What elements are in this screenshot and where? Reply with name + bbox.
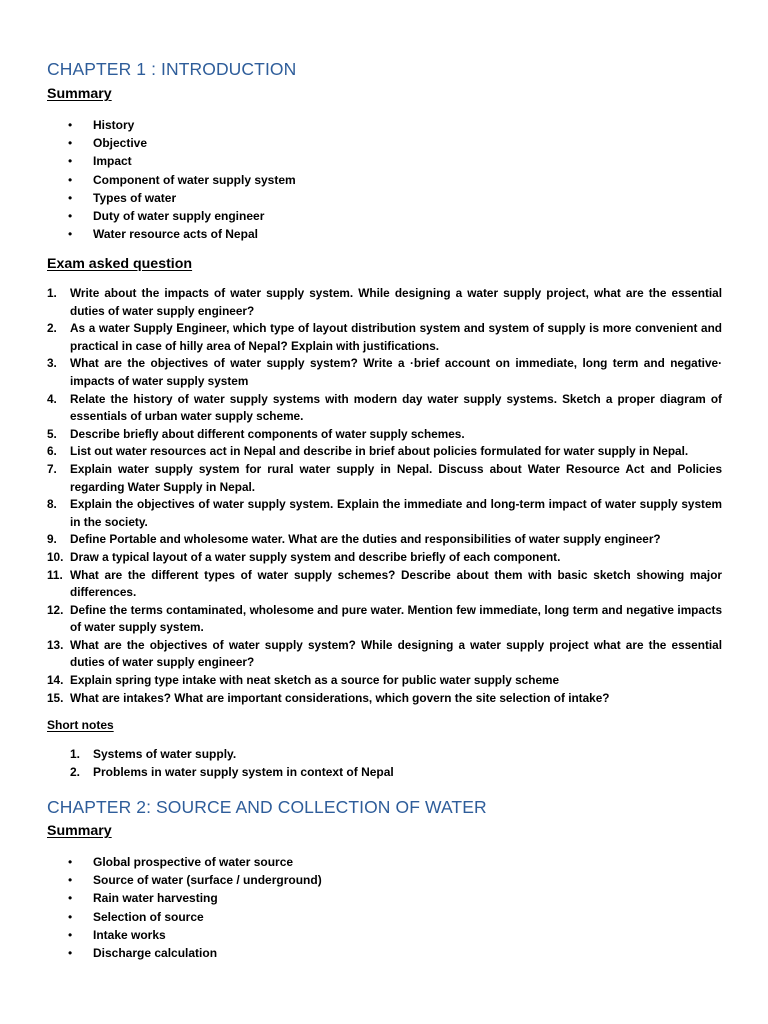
item-number: 13. bbox=[47, 637, 64, 652]
item-text: What are the objectives of water supply system? Write a ·brief account on immediate, long term and negative· impacts of water supply system bbox=[70, 356, 722, 388]
item-text: What are the different types of water supply schemes? Describe about them with basic sketch showing major differences. bbox=[70, 567, 722, 600]
short-notes-heading: Short notes bbox=[47, 718, 114, 732]
list-item bbox=[47, 908, 722, 926]
item-number: 1. bbox=[70, 747, 81, 761]
question-item bbox=[47, 672, 722, 690]
bullet-icon: • bbox=[68, 172, 73, 187]
item-number: 15. bbox=[47, 690, 64, 705]
list-item bbox=[47, 116, 722, 134]
question-item bbox=[47, 391, 722, 426]
list-item-text: Intake works bbox=[93, 927, 166, 942]
bullet-icon: • bbox=[68, 190, 73, 205]
exam-question-list bbox=[47, 285, 722, 707]
list-item-text: Component of water supply system bbox=[93, 172, 296, 187]
item-number: 2. bbox=[70, 765, 81, 779]
bullet-icon: • bbox=[68, 154, 73, 169]
list-item-text: Selection of source bbox=[93, 909, 204, 924]
item-number: 5. bbox=[47, 426, 57, 441]
chapter2-summary-heading: Summary bbox=[47, 823, 112, 839]
chapter1-title: CHAPTER 1 : INTRODUCTION bbox=[47, 59, 297, 79]
chapter2-title: CHAPTER 2: SOURCE AND COLLECTION OF WATER bbox=[47, 797, 487, 817]
list-item bbox=[47, 853, 722, 871]
question-item bbox=[47, 690, 722, 708]
item-text: List out water resources act in Nepal and describe in brief about policies formulated for water supply in Nepal. bbox=[70, 444, 689, 459]
item-number: 11. bbox=[47, 567, 63, 582]
chapter1-summary-list bbox=[47, 116, 722, 243]
list-item-text: Water resource acts of Nepal bbox=[93, 227, 258, 242]
bullet-icon: • bbox=[68, 136, 73, 151]
list-item bbox=[47, 152, 722, 170]
question-item bbox=[47, 426, 722, 444]
bullet-icon: • bbox=[68, 118, 73, 132]
chapter1-summary-heading: Summary bbox=[47, 86, 112, 102]
question-item bbox=[47, 496, 722, 531]
list-item-text: Impact bbox=[93, 154, 132, 169]
item-number: 6. bbox=[47, 444, 57, 459]
exam-question-heading: Exam asked question bbox=[47, 256, 193, 272]
list-item bbox=[47, 944, 722, 962]
list-item-text: Rain water harvesting bbox=[93, 891, 218, 906]
question-item bbox=[47, 443, 722, 461]
chapter2-summary-list bbox=[47, 853, 722, 962]
list-item bbox=[47, 171, 722, 189]
item-text: Explain the objectives of water supply system. Explain the immediate and long-term impact of water supply system in the society. bbox=[70, 497, 722, 529]
item-text: As a water Supply Engineer, which type of layout distribution system and system of supply is more convenient and practical in case of hilly area of Nepal? Explain with justifications. bbox=[70, 321, 722, 353]
question-item bbox=[47, 531, 722, 549]
list-item-text: Duty of water supply engineer bbox=[93, 208, 265, 223]
question-item bbox=[47, 567, 722, 602]
list-item bbox=[47, 134, 722, 152]
item-number: 1. bbox=[47, 286, 57, 300]
list-item bbox=[47, 871, 722, 889]
question-item bbox=[47, 602, 722, 637]
item-text: Relate the history of water supply systems with modern day water supply systems. Sketch a proper diagram of essentials of urban water supply scheme. bbox=[70, 391, 722, 424]
short-note-item bbox=[47, 763, 722, 781]
short-notes-list bbox=[47, 745, 722, 781]
item-number: 4. bbox=[47, 391, 57, 406]
bullet-icon: • bbox=[68, 873, 73, 888]
item-number: 8. bbox=[47, 497, 57, 512]
item-number: 2. bbox=[47, 321, 57, 336]
item-text: Explain spring type intake with neat sketch as a source for public water supply scheme bbox=[70, 673, 560, 688]
short-note-item bbox=[47, 745, 722, 763]
bullet-icon: • bbox=[68, 927, 73, 942]
question-item bbox=[47, 355, 722, 390]
item-number: 7. bbox=[47, 461, 57, 476]
item-text: Describe briefly about different components of water supply schemes. bbox=[70, 426, 465, 441]
item-text: Write about the impacts of water supply system. While designing a water supply project, what are the essential duties of water supply engineer? bbox=[70, 286, 722, 318]
question-item bbox=[47, 637, 722, 672]
bullet-icon: • bbox=[68, 891, 73, 906]
list-item bbox=[47, 189, 722, 207]
list-item bbox=[47, 225, 722, 243]
bullet-icon: • bbox=[68, 945, 73, 960]
item-text: What are intakes? What are important considerations, which govern the site selection of intake? bbox=[70, 690, 610, 705]
bullet-icon: • bbox=[68, 208, 73, 223]
list-item-text: Types of water bbox=[93, 190, 177, 205]
list-item bbox=[47, 889, 722, 907]
item-text: Draw a typical layout of a water supply system and describe briefly of each component. bbox=[70, 549, 561, 564]
item-text: Systems of water supply. bbox=[93, 747, 237, 761]
bullet-icon: • bbox=[68, 909, 73, 924]
question-item bbox=[47, 285, 722, 320]
list-item bbox=[47, 207, 722, 225]
item-text: Problems in water supply system in context of Nepal bbox=[93, 765, 394, 779]
item-number: 10. bbox=[47, 549, 64, 564]
question-item bbox=[47, 320, 722, 355]
item-number: 3. bbox=[47, 356, 57, 371]
bullet-icon: • bbox=[68, 227, 73, 242]
item-text: Define Portable and wholesome water. What are the duties and responsibilities of water supply engineer? bbox=[70, 532, 661, 547]
list-item bbox=[47, 926, 722, 944]
item-text: Explain water supply system for rural water supply in Nepal. Discuss about Water Resource Act and Policies regarding Water Supply in Nepal. bbox=[70, 461, 722, 494]
list-item-text: Source of water (surface / underground) bbox=[93, 873, 322, 888]
item-number: 14. bbox=[47, 673, 64, 688]
question-item bbox=[47, 549, 722, 567]
item-number: 9. bbox=[47, 532, 57, 547]
item-number: 12. bbox=[47, 602, 64, 617]
list-item-text: Objective bbox=[93, 136, 148, 151]
item-text: What are the objectives of water supply system? While designing a water supply project what are the essential duties of water supply engineer? bbox=[70, 637, 722, 670]
item-text: Define the terms contaminated, wholesome and pure water. Mention few immediate, long term and negative impacts of water supply system. bbox=[70, 602, 722, 635]
question-item bbox=[47, 461, 722, 496]
bullet-icon: • bbox=[68, 855, 73, 869]
list-item-text: History bbox=[93, 118, 135, 132]
list-item-text: Discharge calculation bbox=[93, 945, 218, 960]
list-item-text: Global prospective of water source bbox=[93, 855, 294, 869]
